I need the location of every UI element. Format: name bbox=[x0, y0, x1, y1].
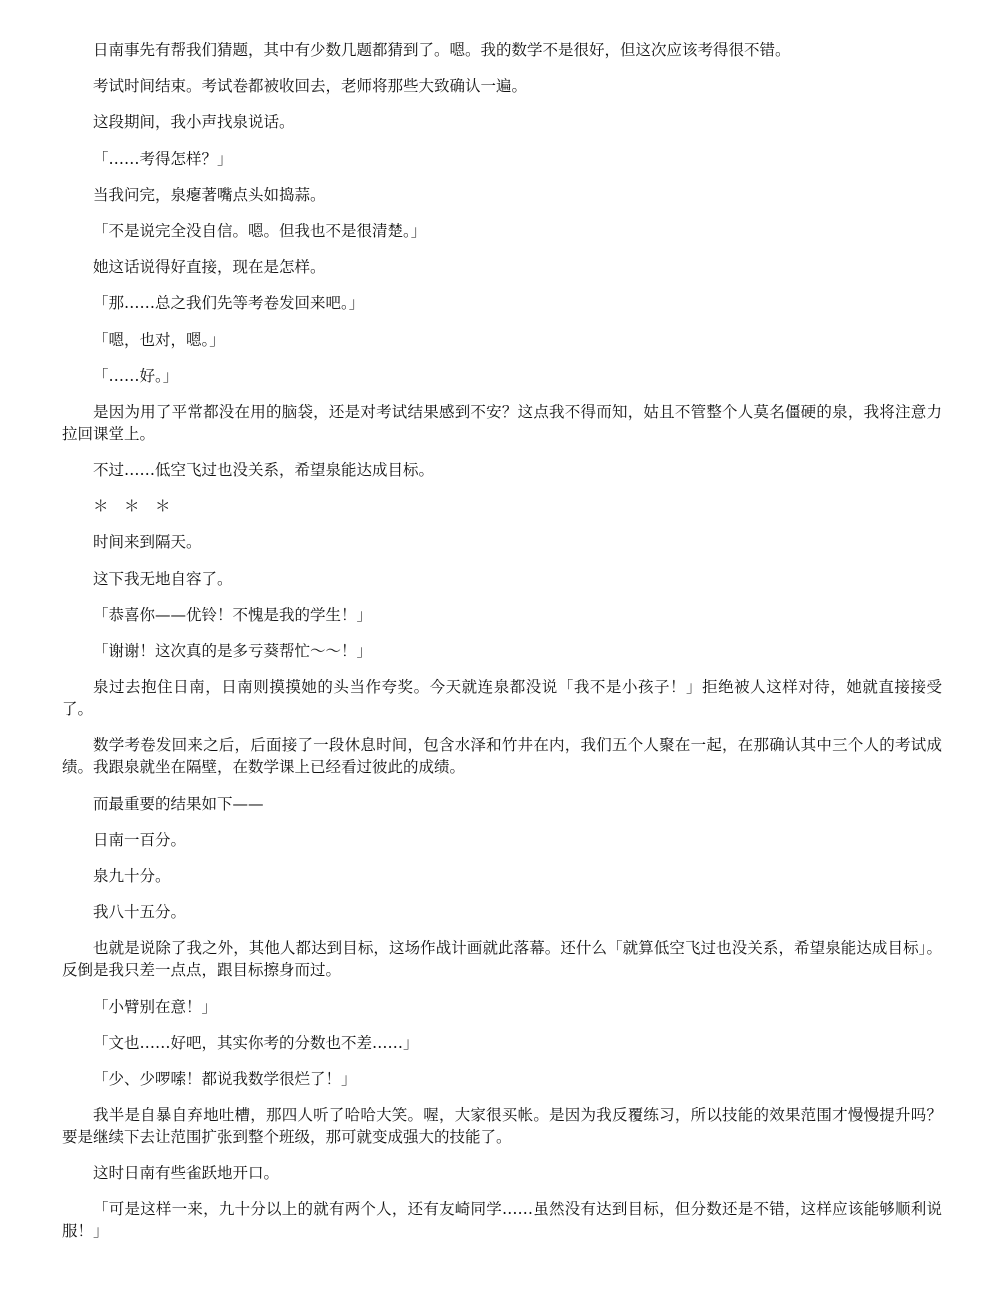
paragraph: 日南事先有帮我们猜题，其中有少数几题都猜到了。嗯。我的数学不是很好，但这次应该考得很不错。 bbox=[93, 41, 791, 59]
paragraph: 当我问完，泉瘪著嘴点头如捣蒜。 bbox=[93, 185, 326, 204]
score-line: 日南一百分。 bbox=[93, 830, 187, 849]
dialogue-line: 「谢谢！这次真的是多亏葵帮忙～～！」 bbox=[93, 642, 373, 660]
paragraph: 而最重要的结果如下—— bbox=[93, 794, 264, 813]
paragraph: 不过……低空飞过也没关系，希望泉能达成目标。 bbox=[93, 461, 435, 480]
paragraph: 这下我无地自容了。 bbox=[93, 569, 233, 588]
dialogue-line: 「嗯，也对，嗯。」 bbox=[93, 330, 225, 349]
paragraph: 考试时间结束。考试卷都被收回去，老师将那些大致确认一遍。 bbox=[93, 77, 528, 96]
scene-separator: ＊ ＊ ＊ bbox=[93, 497, 171, 516]
paragraph: 泉过去抱住日南，日南则摸摸她的头当作夸奖。今天就连泉都没说「我不是小孩子！」拒绝被人这样对待，她就直接接受了。 bbox=[62, 678, 942, 719]
dialogue-line: 「不是说完全没自信。嗯。但我也不是很清楚。」 bbox=[93, 221, 427, 240]
paragraph: 我半是自暴自弃地吐槽，那四人听了哈哈大笑。喔，大家很买帐。是因为我反覆练习，所以技能的效果范围才慢慢提升吗？要是继续下去让范围扩张到整个班级，那可就变成强大的技能了。 bbox=[62, 1106, 942, 1147]
score-line: 我八十五分。 bbox=[93, 903, 187, 922]
dialogue-line: 「少、少啰嗦！都说我数学很烂了！」 bbox=[93, 1069, 357, 1088]
score-line: 泉九十分。 bbox=[93, 866, 171, 885]
paragraph: 这时日南有些雀跃地开口。 bbox=[93, 1164, 280, 1183]
dialogue-line: 「那……总之我们先等考卷发回来吧。」 bbox=[93, 294, 365, 313]
dialogue-line: 「小臂别在意！」 bbox=[93, 997, 218, 1016]
dialogue-line: 「……考得怎样？」 bbox=[93, 149, 233, 168]
dialogue-line: 「文也……好吧，其实你考的分数也不差……」 bbox=[93, 1033, 419, 1052]
dialogue-line: 「恭喜你——优铃！不愧是我的学生！」 bbox=[93, 605, 373, 624]
paragraph: 数学考卷发回来之后，后面接了一段休息时间，包含水泽和竹井在内，我们五个人聚在一起，在那确认其中三个人的考试成绩。我跟泉就坐在隔壁，在数学课上已经看过彼此的成绩。 bbox=[62, 736, 942, 777]
dialogue-line: 「可是这样一来，九十分以上的就有两个人，还有友崎同学……虽然没有达到目标，但分数还是不错，这样应该能够顺利说服！」 bbox=[62, 1200, 942, 1241]
document-page bbox=[62, 39, 942, 1257]
dialogue-line: 「……好。」 bbox=[93, 366, 179, 385]
paragraph: 是因为用了平常都没在用的脑袋，还是对考试结果感到不安？这点我不得而知，姑且不管整个人莫名僵硬的泉，我将注意力拉回课堂上。 bbox=[62, 402, 942, 443]
paragraph: 也就是说除了我之外，其他人都达到目标，这场作战计画就此落幕。还什么「就算低空飞过也没关系，希望泉能达成目标」。反倒是我只差一点点，跟目标擦身而过。 bbox=[62, 939, 942, 980]
paragraph: 她这话说得好直接，现在是怎样。 bbox=[93, 258, 326, 277]
paragraph: 这段期间，我小声找泉说话。 bbox=[93, 113, 295, 132]
paragraph: 时间来到隔天。 bbox=[93, 533, 202, 552]
